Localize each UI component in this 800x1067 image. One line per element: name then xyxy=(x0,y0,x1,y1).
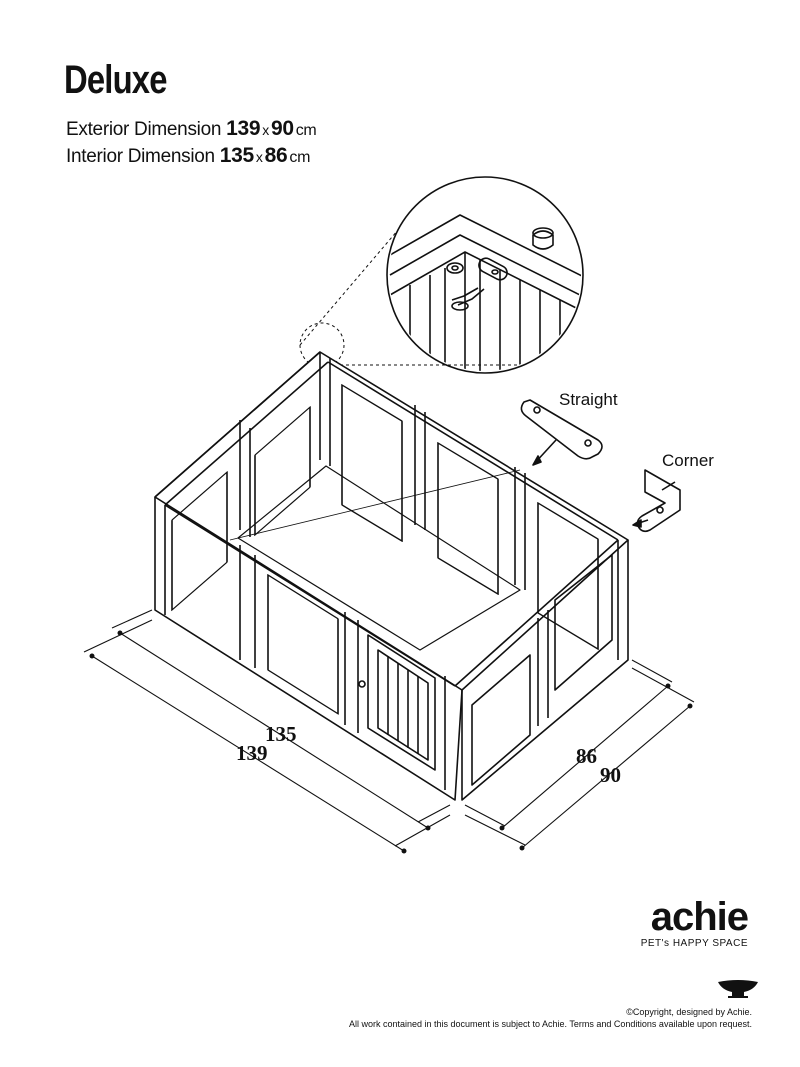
exterior-unit: cm xyxy=(295,122,317,139)
corner-detail-callout xyxy=(300,177,600,380)
outer-depth-value: 90 xyxy=(600,763,621,787)
corner-bracket-icon xyxy=(633,470,680,531)
straight-label: Straight xyxy=(559,390,618,409)
dimension-lines xyxy=(84,610,694,851)
achie-logo-icon xyxy=(718,980,758,998)
interior-width: 135 xyxy=(219,144,254,167)
footer xyxy=(349,1006,752,1030)
interior-times: x xyxy=(255,149,263,165)
playpen-frame xyxy=(155,352,628,800)
exterior-label: Exterior Dimension xyxy=(66,119,222,140)
exterior-depth: 90 xyxy=(270,117,294,140)
terms-text: All work contained in this document is subject to Achie. Terms and Conditions available upon request. xyxy=(348,1019,752,1029)
outer-length-value: 139 xyxy=(236,741,268,765)
page-title: Deluxe xyxy=(64,58,167,102)
brand-tagline: PET's HAPPY SPACE xyxy=(640,938,748,949)
interior-unit: cm xyxy=(289,149,311,166)
copyright-text: ©Copyright, designed by Achie. xyxy=(626,1007,752,1017)
inner-length-value: 135 xyxy=(265,722,297,746)
exterior-width: 139 xyxy=(226,117,261,140)
inner-depth-value: 86 xyxy=(576,744,597,768)
interior-depth: 86 xyxy=(264,144,288,167)
interior-label: Interior Dimension xyxy=(66,146,215,167)
corner-label: Corner xyxy=(662,451,714,470)
exterior-times: x xyxy=(262,122,269,138)
brand-name: achie xyxy=(650,895,748,939)
